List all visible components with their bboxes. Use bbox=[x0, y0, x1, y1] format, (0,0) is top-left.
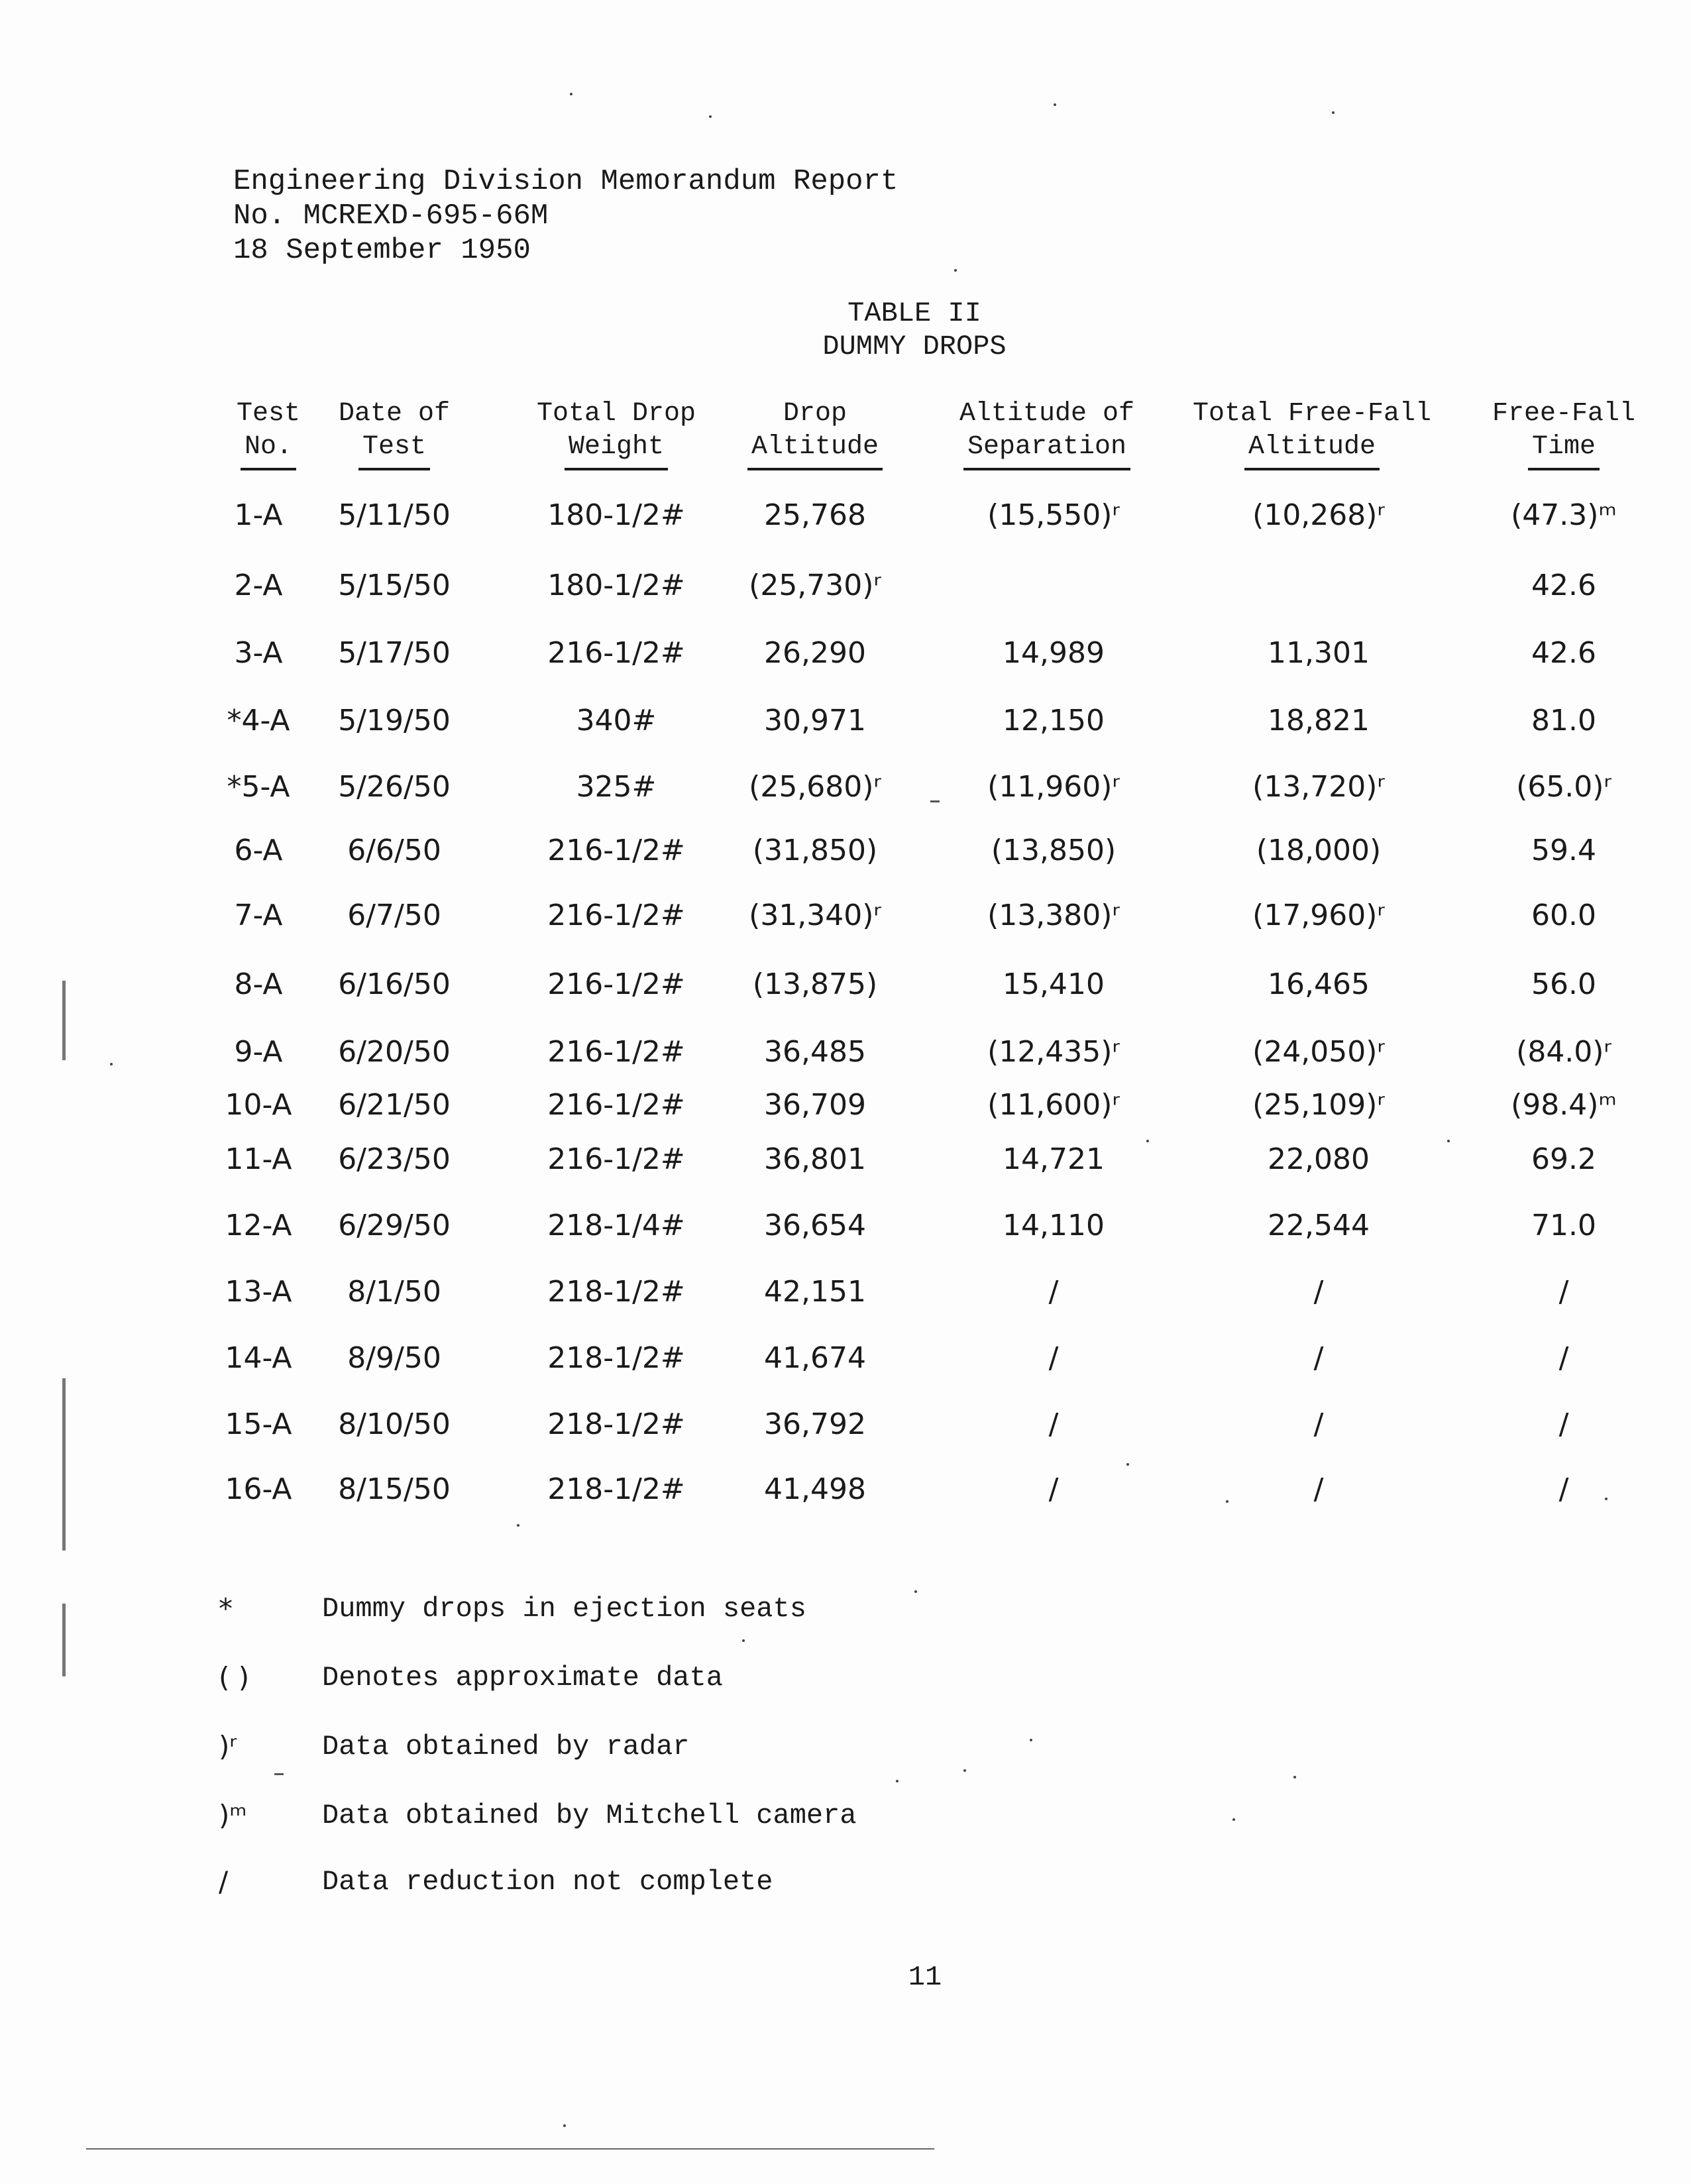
table-title-block bbox=[729, 297, 1100, 363]
legend-text: Denotes approximate data bbox=[322, 1662, 723, 1694]
cell-drop-altitude: 36,654 bbox=[764, 1209, 866, 1242]
scan-speck bbox=[1030, 1739, 1032, 1741]
cell-weight: 216-1/2# bbox=[547, 1088, 685, 1122]
scan-speck bbox=[1054, 103, 1056, 106]
cell-weight: 218-1/2# bbox=[547, 1472, 685, 1506]
cell-weight: 218-1/2# bbox=[547, 1407, 685, 1441]
cell-free-fall-time: / bbox=[1558, 1407, 1569, 1441]
cell-separation: (12,435)ʳ bbox=[987, 1035, 1120, 1069]
cell-test-no: 8-A bbox=[234, 967, 283, 1001]
cell-separation: (15,550)ʳ bbox=[987, 498, 1120, 532]
cell-date: 6/7/50 bbox=[347, 899, 441, 932]
cell-free-fall-time: 81.0 bbox=[1531, 704, 1596, 737]
report-number: No. MCREXD-695-66M bbox=[233, 199, 549, 233]
cell-date: 6/29/50 bbox=[338, 1209, 451, 1242]
cell-free-fall-altitude: 18,821 bbox=[1268, 704, 1370, 737]
cell-weight: 216-1/2# bbox=[547, 967, 685, 1001]
cell-date: 6/21/50 bbox=[338, 1088, 451, 1122]
cell-date: 8/1/50 bbox=[347, 1275, 441, 1309]
legend-item bbox=[0, 1862, 1691, 1902]
cell-free-fall-altitude: (18,000) bbox=[1256, 834, 1382, 867]
column-header-test-no: Test No. bbox=[219, 398, 318, 470]
cell-separation: (13,380)ʳ bbox=[987, 899, 1120, 932]
cell-separation: / bbox=[1048, 1407, 1059, 1441]
report-header bbox=[233, 164, 898, 268]
cell-date: 6/16/50 bbox=[338, 967, 451, 1001]
cell-weight: 218-1/2# bbox=[547, 1341, 685, 1375]
cell-date: 8/15/50 bbox=[338, 1472, 451, 1506]
legend-symbol: )ᵐ bbox=[219, 1799, 247, 1831]
cell-test-no: 7-A bbox=[234, 899, 283, 932]
cell-free-fall-time: 59.4 bbox=[1531, 834, 1596, 867]
cell-free-fall-altitude: / bbox=[1313, 1341, 1324, 1375]
cell-free-fall-altitude: (10,268)ʳ bbox=[1252, 498, 1385, 532]
cell-separation: (11,600)ʳ bbox=[987, 1088, 1120, 1122]
legend-symbol: )ʳ bbox=[219, 1730, 237, 1763]
column-header-date: Date of Test bbox=[325, 398, 464, 470]
scan-speck bbox=[110, 1063, 113, 1065]
cell-test-no: 3-A bbox=[234, 636, 283, 670]
cell-free-fall-altitude: 22,080 bbox=[1268, 1142, 1370, 1176]
scan-speck bbox=[1126, 1463, 1129, 1466]
cell-weight: 216-1/2# bbox=[547, 1035, 685, 1069]
cell-free-fall-time: 71.0 bbox=[1531, 1209, 1596, 1242]
table-row bbox=[0, 633, 1691, 673]
cell-test-no: *5-A bbox=[227, 770, 290, 804]
table-row bbox=[0, 496, 1691, 535]
cell-test-no: 13-A bbox=[225, 1275, 292, 1309]
legend-text: Dummy drops in ejection seats bbox=[322, 1593, 806, 1625]
cell-test-no: 10-A bbox=[225, 1088, 292, 1122]
table-row bbox=[0, 767, 1691, 807]
cell-weight: 218-1/4# bbox=[547, 1209, 685, 1242]
cell-drop-altitude: 36,709 bbox=[764, 1088, 866, 1122]
scan-speck bbox=[914, 1590, 917, 1593]
column-header-free-fall-altitude: Total Free-Fall Altitude bbox=[1179, 398, 1445, 470]
cell-separation: 14,721 bbox=[1003, 1142, 1105, 1176]
scan-bottom-rule bbox=[86, 2148, 934, 2150]
report-date: 18 September 1950 bbox=[233, 234, 531, 267]
cell-date: 5/26/50 bbox=[338, 770, 451, 804]
cell-separation: / bbox=[1048, 1341, 1059, 1375]
scan-edge-mark bbox=[62, 1604, 66, 1676]
scan-speck bbox=[1605, 1498, 1608, 1500]
cell-free-fall-time: 60.0 bbox=[1531, 899, 1596, 932]
cell-free-fall-time: / bbox=[1558, 1275, 1569, 1309]
cell-weight: 325# bbox=[576, 770, 657, 804]
scan-speck bbox=[709, 115, 712, 118]
cell-date: 6/23/50 bbox=[338, 1142, 451, 1176]
cell-separation: (13,850) bbox=[991, 834, 1117, 867]
cell-free-fall-altitude: 16,465 bbox=[1268, 967, 1370, 1001]
cell-date: 8/10/50 bbox=[338, 1407, 451, 1441]
cell-test-no: 11-A bbox=[225, 1142, 292, 1176]
cell-free-fall-time: 42.6 bbox=[1531, 636, 1596, 670]
cell-test-no: 12-A bbox=[225, 1209, 292, 1242]
scan-mark bbox=[274, 1773, 284, 1775]
cell-test-no: 9-A bbox=[234, 1035, 283, 1069]
cell-drop-altitude: 26,290 bbox=[764, 636, 866, 670]
cell-free-fall-time: 56.0 bbox=[1531, 967, 1596, 1001]
cell-drop-altitude: (25,730)ʳ bbox=[749, 569, 881, 602]
table-row bbox=[0, 965, 1691, 1005]
cell-test-no: 16-A bbox=[225, 1472, 292, 1506]
cell-weight: 180-1/2# bbox=[547, 498, 685, 532]
cell-date: 6/20/50 bbox=[338, 1035, 451, 1069]
scan-speck bbox=[742, 1639, 745, 1642]
table-row bbox=[0, 1140, 1691, 1179]
table-row bbox=[0, 896, 1691, 936]
report-division: Engineering Division Memorandum Report bbox=[233, 165, 899, 198]
cell-weight: 340# bbox=[576, 704, 657, 737]
cell-weight: 216-1/2# bbox=[547, 899, 685, 932]
cell-drop-altitude: 36,485 bbox=[764, 1035, 866, 1069]
cell-date: 5/15/50 bbox=[338, 569, 451, 602]
cell-drop-altitude: (13,875) bbox=[752, 967, 878, 1001]
cell-test-no: 1-A bbox=[234, 498, 283, 532]
scan-speck bbox=[963, 1769, 966, 1772]
cell-date: 8/9/50 bbox=[347, 1341, 441, 1375]
legend-text: Data obtained by radar bbox=[322, 1731, 690, 1763]
cell-drop-altitude: 41,674 bbox=[764, 1341, 866, 1375]
cell-separation: / bbox=[1048, 1275, 1059, 1309]
cell-test-no: 15-A bbox=[225, 1407, 292, 1441]
legend-item bbox=[0, 1658, 1691, 1698]
scan-speck bbox=[517, 1524, 519, 1527]
cell-date: 5/11/50 bbox=[338, 498, 451, 532]
cell-weight: 216-1/2# bbox=[547, 636, 685, 670]
cell-free-fall-altitude: (24,050)ʳ bbox=[1252, 1035, 1385, 1069]
scan-speck bbox=[954, 269, 957, 272]
scan-speck bbox=[563, 2124, 566, 2127]
cell-weight: 216-1/2# bbox=[547, 834, 685, 867]
cell-free-fall-time: 42.6 bbox=[1531, 569, 1596, 602]
cell-drop-altitude: (25,680)ʳ bbox=[749, 770, 881, 804]
cell-separation: 12,150 bbox=[1003, 704, 1105, 737]
scan-edge-mark bbox=[62, 981, 66, 1060]
cell-free-fall-time: 69.2 bbox=[1531, 1142, 1596, 1176]
scan-speck bbox=[1293, 1776, 1296, 1778]
cell-separation: / bbox=[1048, 1472, 1059, 1506]
legend-text: Data reduction not complete bbox=[322, 1866, 773, 1898]
cell-separation: 15,410 bbox=[1003, 967, 1105, 1001]
cell-free-fall-altitude: (25,109)ʳ bbox=[1252, 1088, 1385, 1122]
table-title: TABLE II bbox=[847, 298, 981, 329]
cell-drop-altitude: (31,850) bbox=[752, 834, 878, 867]
column-header-separation: Altitude of Separation bbox=[934, 398, 1160, 470]
cell-free-fall-altitude: / bbox=[1313, 1407, 1324, 1441]
cell-free-fall-time: (98.4)ᵐ bbox=[1511, 1088, 1617, 1122]
cell-separation: (11,960)ʳ bbox=[987, 770, 1120, 804]
scan-speck bbox=[1226, 1500, 1228, 1503]
cell-separation: 14,989 bbox=[1003, 636, 1105, 670]
cell-free-fall-altitude: / bbox=[1313, 1275, 1324, 1309]
table-row bbox=[0, 1338, 1691, 1378]
cell-test-no: 14-A bbox=[225, 1341, 292, 1375]
legend-item bbox=[0, 1589, 1691, 1629]
legend-symbol: * bbox=[219, 1592, 233, 1625]
table-row bbox=[0, 701, 1691, 741]
cell-free-fall-time: / bbox=[1558, 1472, 1569, 1506]
cell-weight: 218-1/2# bbox=[547, 1275, 685, 1309]
legend-symbol: ( ) bbox=[219, 1661, 250, 1694]
cell-drop-altitude: 41,498 bbox=[764, 1472, 866, 1506]
scan-speck bbox=[1232, 1818, 1235, 1821]
cell-free-fall-altitude: 22,544 bbox=[1268, 1209, 1370, 1242]
table-row bbox=[0, 1206, 1691, 1246]
column-header-weight: Total Drop Weight bbox=[523, 398, 709, 470]
legend-symbol: / bbox=[219, 1865, 229, 1898]
cell-drop-altitude: 30,971 bbox=[764, 704, 866, 737]
cell-free-fall-altitude: 11,301 bbox=[1268, 636, 1370, 670]
cell-weight: 180-1/2# bbox=[547, 569, 685, 602]
cell-test-no: 2-A bbox=[234, 569, 283, 602]
cell-drop-altitude: 36,801 bbox=[764, 1142, 866, 1176]
scan-mark bbox=[930, 800, 940, 802]
legend-item bbox=[0, 1727, 1691, 1767]
cell-test-no: 6-A bbox=[234, 834, 283, 867]
table-row bbox=[0, 1405, 1691, 1445]
cell-free-fall-altitude: / bbox=[1313, 1472, 1324, 1506]
cell-separation: 14,110 bbox=[1003, 1209, 1105, 1242]
table-row bbox=[0, 1032, 1691, 1072]
table-row bbox=[0, 1272, 1691, 1312]
scan-speck bbox=[1447, 1140, 1450, 1142]
table-row bbox=[0, 566, 1691, 606]
column-header-drop-altitude: Drop Altitude bbox=[736, 398, 895, 470]
table-row bbox=[0, 1470, 1691, 1509]
legend-item bbox=[0, 1796, 1691, 1835]
cell-drop-altitude: 42,151 bbox=[764, 1275, 866, 1309]
scan-speck bbox=[896, 1780, 899, 1782]
cell-free-fall-time: / bbox=[1558, 1341, 1569, 1375]
cell-test-no: *4-A bbox=[227, 704, 290, 737]
table-subtitle: DUMMY DROPS bbox=[822, 331, 1007, 362]
column-header-free-fall-time: Free-Fall Time bbox=[1478, 398, 1650, 470]
scan-speck bbox=[1146, 1140, 1149, 1142]
table-row bbox=[0, 1085, 1691, 1125]
cell-drop-altitude: 36,792 bbox=[764, 1407, 866, 1441]
cell-free-fall-altitude: (17,960)ʳ bbox=[1252, 899, 1385, 932]
page-number: 11 bbox=[908, 1961, 942, 1993]
cell-drop-altitude: (31,340)ʳ bbox=[749, 899, 881, 932]
scan-speck bbox=[570, 93, 573, 95]
cell-date: 6/6/50 bbox=[347, 834, 441, 867]
cell-free-fall-time: (47.3)ᵐ bbox=[1511, 498, 1617, 532]
legend-text: Data obtained by Mitchell camera bbox=[322, 1800, 857, 1831]
cell-date: 5/17/50 bbox=[338, 636, 451, 670]
cell-free-fall-altitude: (13,720)ʳ bbox=[1252, 770, 1385, 804]
table-row bbox=[0, 831, 1691, 871]
cell-drop-altitude: 25,768 bbox=[764, 498, 866, 532]
scan-edge-mark bbox=[62, 1378, 66, 1551]
cell-weight: 216-1/2# bbox=[547, 1142, 685, 1176]
cell-free-fall-time: (65.0)ʳ bbox=[1516, 770, 1611, 804]
cell-free-fall-time: (84.0)ʳ bbox=[1516, 1035, 1611, 1069]
scan-speck bbox=[1332, 111, 1335, 114]
cell-date: 5/19/50 bbox=[338, 704, 451, 737]
